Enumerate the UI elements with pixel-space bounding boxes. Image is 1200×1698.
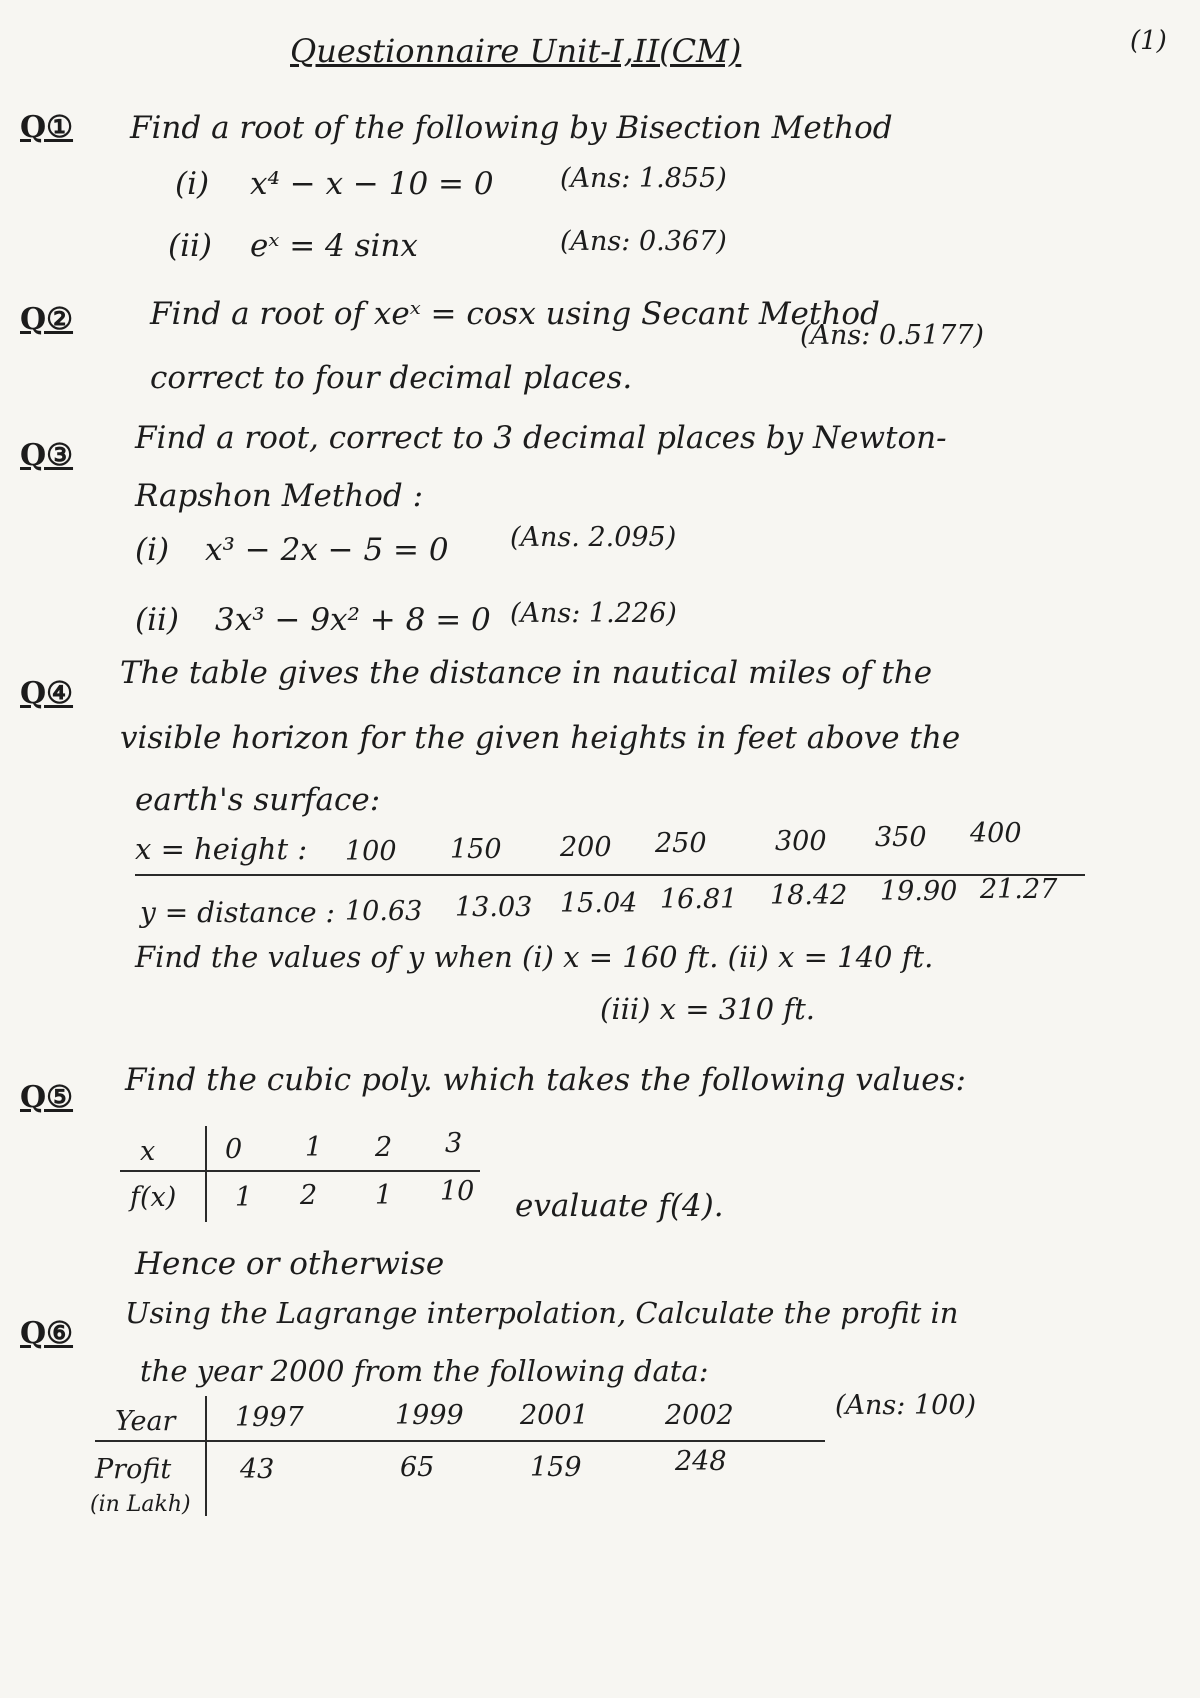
q5-f-value: 10 bbox=[440, 1176, 475, 1207]
q6-profit-unit: (in Lakh) bbox=[90, 1492, 191, 1517]
q6-profit-label: Profit bbox=[95, 1454, 172, 1485]
q6-year-value: 2002 bbox=[665, 1400, 734, 1431]
q5-f-value: 1 bbox=[375, 1180, 393, 1211]
q4-line1: The table gives the distance in nautical miles of the bbox=[120, 655, 933, 691]
q4-y-value: 15.04 bbox=[560, 888, 638, 919]
q1-ii-equation: eˣ = 4 sinx bbox=[250, 228, 418, 264]
q4-y-value: 21.27 bbox=[980, 874, 1058, 905]
q6-profit-value: 43 bbox=[240, 1454, 275, 1485]
q1-text: Find a root of the following by Bisection Method bbox=[130, 110, 893, 146]
q3-ii-equation: 3x³ − 9x² + 8 = 0 bbox=[215, 602, 491, 638]
q2-label: Q② bbox=[20, 302, 74, 337]
q6-profit-value: 65 bbox=[400, 1452, 435, 1483]
q5-label: Q⑤ bbox=[20, 1080, 74, 1115]
q2-line2: correct to four decimal places. bbox=[150, 360, 633, 396]
q6-line1: Using the Lagrange interpolation, Calculate the profit in bbox=[125, 1296, 959, 1330]
q6-label: Q⑥ bbox=[20, 1316, 74, 1351]
q3-i-equation: x³ − 2x − 5 = 0 bbox=[205, 532, 449, 568]
q6-line2: the year 2000 from the following data: bbox=[140, 1354, 709, 1388]
q4-x-value: 250 bbox=[655, 828, 707, 859]
q1-label: Q① bbox=[20, 110, 74, 145]
q6-year-value: 1997 bbox=[235, 1402, 304, 1433]
q4-y-value: 19.90 bbox=[880, 876, 958, 907]
q5-line1: Find the cubic poly. which takes the following values: bbox=[125, 1062, 966, 1098]
q4-y-value: 16.81 bbox=[660, 884, 738, 915]
q1-i-number: (i) bbox=[175, 166, 210, 202]
q4-x-value: 400 bbox=[970, 818, 1022, 849]
q4-x-value: 100 bbox=[345, 836, 397, 867]
q3-label: Q③ bbox=[20, 438, 74, 473]
q6-year-value: 1999 bbox=[395, 1400, 464, 1431]
q5-f-label: f(x) bbox=[130, 1182, 177, 1213]
q3-i-answer: (Ans. 2.095) bbox=[510, 522, 677, 553]
q6-profit-value: 159 bbox=[530, 1452, 582, 1483]
q2-line1: Find a root of xeˣ = cosx using Secant Method bbox=[150, 296, 880, 332]
q4-y-value: 10.63 bbox=[345, 896, 423, 927]
q1-i-equation: x⁴ − x − 10 = 0 bbox=[250, 166, 494, 202]
page-title: Questionnaire Unit-I,II(CM) bbox=[290, 32, 742, 70]
q4-x-value: 200 bbox=[560, 832, 612, 863]
q3-ii-answer: (Ans: 1.226) bbox=[510, 598, 677, 629]
q6-profit-value: 248 bbox=[675, 1446, 727, 1477]
q4-y-label: y = distance : bbox=[140, 896, 335, 929]
q1-i-answer: (Ans: 1.855) bbox=[560, 163, 727, 194]
q3-ii-number: (ii) bbox=[135, 602, 180, 638]
q1-ii-answer: (Ans: 0.367) bbox=[560, 226, 727, 257]
q4-label: Q④ bbox=[20, 676, 74, 711]
q5-f-value: 1 bbox=[235, 1182, 253, 1213]
q5-table-rule bbox=[120, 1170, 480, 1172]
q4-x-label: x = height : bbox=[135, 832, 308, 866]
q4-line2: visible horizon for the given heights in feet above the bbox=[120, 720, 961, 756]
q4-find-line: Find the values of y when (i) x = 160 ft. (ii) x = 140 ft. bbox=[135, 940, 934, 974]
q5-f-value: 2 bbox=[300, 1180, 318, 1211]
q6-table-divider bbox=[205, 1396, 207, 1516]
q3-line2: Rapshon Method : bbox=[135, 478, 424, 514]
q5-x-value: 2 bbox=[375, 1132, 393, 1163]
q4-find-iii: (iii) x = 310 ft. bbox=[600, 992, 815, 1026]
q6-year-label: Year bbox=[115, 1406, 176, 1437]
q3-line1: Find a root, correct to 3 decimal places by Newton- bbox=[135, 420, 947, 456]
q4-y-value: 13.03 bbox=[455, 892, 533, 923]
q6-answer: (Ans: 100) bbox=[835, 1390, 977, 1421]
q3-i-number: (i) bbox=[135, 532, 170, 568]
q2-answer: (Ans: 0.5177) bbox=[800, 320, 984, 351]
q4-y-value: 18.42 bbox=[770, 880, 848, 911]
q5-hence-line: Hence or otherwise bbox=[135, 1246, 445, 1282]
page-number: (1) bbox=[1130, 26, 1167, 56]
q4-x-value: 350 bbox=[875, 822, 927, 853]
q6-year-value: 2001 bbox=[520, 1400, 589, 1431]
q1-ii-number: (ii) bbox=[168, 228, 213, 264]
q4-x-value: 300 bbox=[775, 826, 827, 857]
q5-x-value: 1 bbox=[305, 1132, 323, 1163]
q5-eval-line: evaluate f(4). bbox=[515, 1188, 724, 1224]
q5-x-label: x bbox=[140, 1136, 156, 1167]
q4-x-value: 150 bbox=[450, 834, 502, 865]
q5-table-divider bbox=[205, 1126, 207, 1222]
q5-x-value: 3 bbox=[445, 1128, 463, 1159]
q5-x-value: 0 bbox=[225, 1134, 243, 1165]
q4-line3: earth's surface: bbox=[135, 782, 381, 818]
